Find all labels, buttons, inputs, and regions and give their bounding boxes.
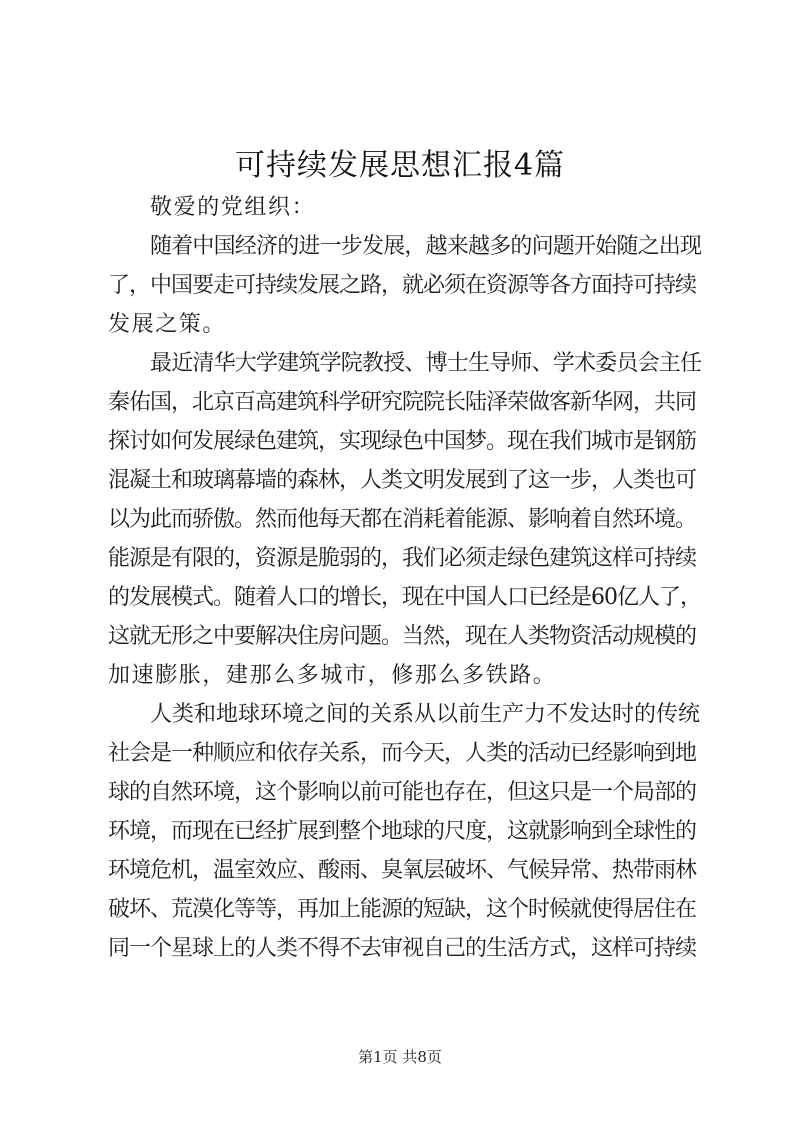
salutation-line: 敬爱的党组织：	[150, 195, 316, 220]
paragraph-line: 能源是有限的，资源是脆弱的，我们必须走绿色建筑这样可持续	[108, 546, 697, 571]
paragraph-line: 发展之策。	[108, 312, 227, 337]
paragraph-line: 以为此而骄傲。然而他每天都在消耗着能源、影响着自然环境。	[108, 507, 697, 532]
paragraph-line: 破坏、荒漠化等等，再加上能源的短缺，这个时候就使得居住在	[108, 897, 697, 922]
paragraph-line: 随着中国经济的进一步发展，越来越多的问题开始随之出现	[150, 234, 702, 259]
paragraph-line: 社会是一种顺应和依存关系，而今天，人类的活动已经影响到地	[108, 741, 697, 766]
paragraph-line: 环境危机，温室效应、酸雨、臭氧层破坏、气候异常、热带雨林	[108, 858, 697, 883]
paragraph-line: 人类和地球环境之间的关系从以前生产力不发达时的传统	[150, 702, 701, 727]
paragraph-line: 探讨如何发展绿色建筑，实现绿色中国梦。现在我们城市是钢筋	[108, 429, 697, 454]
page-title: 可持续发展思想汇报4篇	[234, 148, 566, 183]
paragraph-line: 加速膨胀，建那么多城市，修那么多铁路。	[108, 663, 557, 688]
paragraph-line: 的发展模式。随着人口的增长，现在中国人口已经是60亿人了，	[108, 585, 701, 610]
page-footer: 第1页 共8页	[358, 1048, 442, 1066]
paragraph-line: 球的自然环境，这个影响以前可能也存在，但这只是一个局部的	[108, 780, 697, 805]
paragraph-line: 了，中国要走可持续发展之路，就必须在资源等各方面持可持续	[108, 273, 697, 298]
paragraph-line: 最近清华大学建筑学院教授、博士生导师、学术委员会主任	[150, 351, 702, 376]
paragraph-line: 同一个星球上的人类不得不去审视自己的生活方式，这样可持续	[108, 936, 697, 961]
paragraph-line: 这就无形之中要解决住房问题。当然，现在人类物资活动规模的	[108, 624, 697, 649]
paragraph-line: 环境，而现在已经扩展到整个地球的尺度，这就影响到全球性的	[108, 819, 697, 844]
paragraph-line: 混凝土和玻璃幕墙的森林，人类文明发展到了这一步，人类也可	[108, 468, 697, 493]
paragraph-line: 秦佑国，北京百高建筑科学研究院院长陆泽荣做客新华网，共同	[108, 390, 697, 415]
